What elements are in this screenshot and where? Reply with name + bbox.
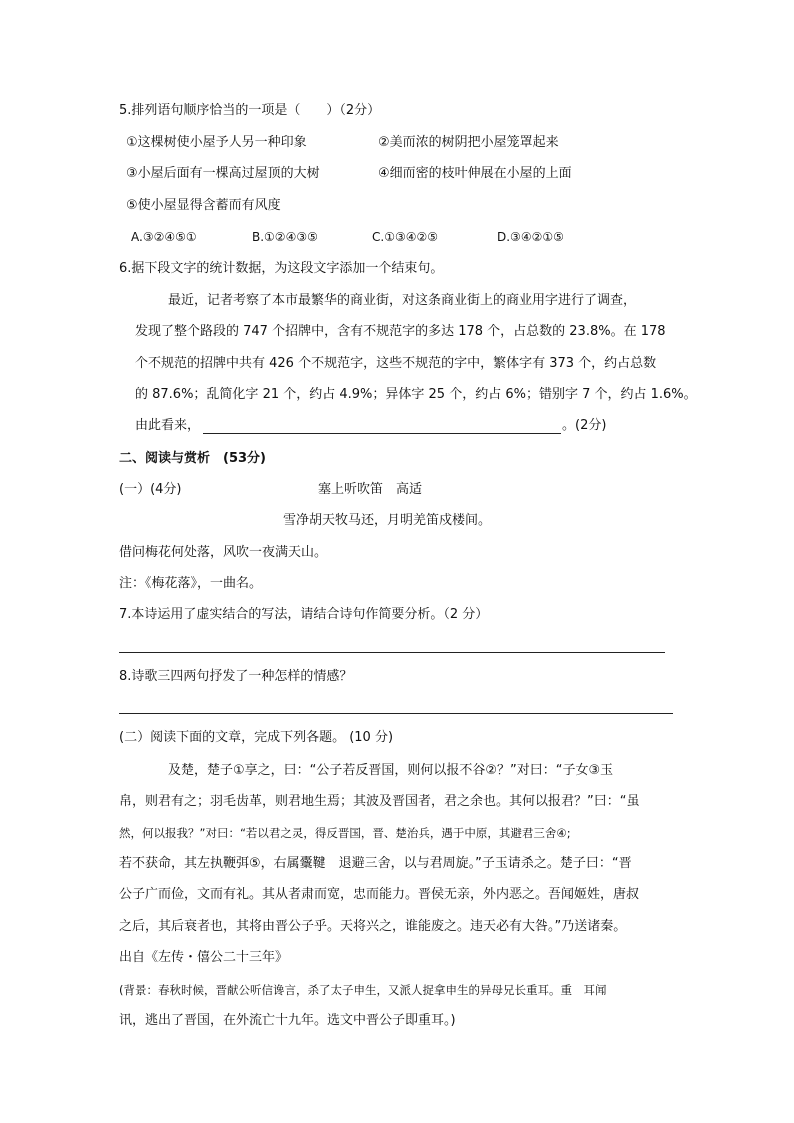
- q5-option-c: C.①③④②⑤: [372, 230, 438, 244]
- passage-line-6: 之后，其后衰者也，其将由晋公子乎。天将兴之，谁能废之。违天必有大咎。”乃送诸秦。: [119, 919, 627, 934]
- q8-stem: 8.诗歌三四两句抒发了一种怎样的情感？: [119, 669, 353, 684]
- q5-sentence-4: ④细而密的枝叶伸展在小屋的上面: [378, 166, 572, 181]
- poem-line-1: 雪净胡天牧马还，月明羌笛戍楼间。: [283, 513, 492, 528]
- poem-line-2: 借问梅花何处落，风吹一夜满天山。: [119, 545, 328, 560]
- passage-line-1: 及楚，楚子①享之，曰：“公子若反晋国，则何以报不谷②？”对曰：“子女③玉: [168, 763, 614, 778]
- q5-option-b: B.①②④③⑤: [252, 230, 318, 244]
- poem-title: 塞上听吹笛 高适: [318, 482, 423, 497]
- poem-note: 注：《梅花落》，一曲名。: [119, 576, 263, 591]
- q6-stem: 6.据下段文字的统计数据，为这段文字添加一个结束句。: [119, 261, 444, 276]
- q6-paragraph-line-1: 最近，记者考察了本市最繁华的商业街，对这条商业街上的商业用字进行了调查，: [168, 293, 637, 308]
- q5-stem: 5.排列语句顺序恰当的一项是（ ）（2分）: [119, 103, 381, 118]
- passage-line-2: 帛，则君有之；羽毛齿革，则君地生焉；其波及晋国者，君之余也。其何以报君？”曰：“虽: [119, 794, 640, 809]
- q5-sentence-2: ②美而浓的树阴把小屋笼罩起来: [378, 135, 559, 150]
- passage-background-line-2: 讯，逃出了晋国，在外流亡十九年。选文中晋公子即重耳。): [119, 1013, 456, 1028]
- q6-paragraph-line-3: 个不规范的招牌中共有 426 个不规范字，这些不规范的字中，繁体字有 373 个，约占总数: [135, 356, 657, 371]
- passage-line-5: 公子广而俭，文而有礼。其从者肃而宽，忠而能力。晋侯无亲，外内恶之。吾闻姬姓，唐叔: [119, 887, 640, 902]
- q6-answer-tail: 。(2分): [562, 418, 607, 433]
- passage-line-3: 然，何以报我？”对曰：“若以君之灵，得反晋国，晋、楚治兵，遇于中原，其避君三舍④;: [119, 826, 571, 840]
- q6-answer-blank[interactable]: [203, 433, 561, 434]
- passage-part-label: (二）阅读下面的文章，完成下列各题。 (10 分): [119, 730, 394, 745]
- q6-paragraph-line-4: 的 87.6%；乱简化字 21 个，约占 4.9%；异体字 25 个，约占 6%；错别字 7 个，约占 1.6%。: [135, 387, 697, 402]
- q6-answer-lead: 由此看来，: [135, 418, 201, 433]
- q5-option-d: D.③④②①⑤: [497, 230, 564, 244]
- passage-line-4: 若不获命，其左执鞭弭⑤，右属櫜鞬 退避三舍，以与君周旋。”子玉请杀之。楚子曰：“晋: [119, 856, 632, 871]
- q7-stem: 7.本诗运用了虚实结合的写法，请结合诗句作简要分析。（2 分）: [119, 607, 489, 622]
- section-2-heading: 二、阅读与赏析 (53分): [119, 451, 266, 466]
- q8-answer-line[interactable]: [119, 713, 673, 714]
- q5-sentence-1: ①这棵树使小屋予人另一种印象: [126, 135, 307, 150]
- q7-answer-line[interactable]: [119, 652, 665, 653]
- q5-sentence-3: ③小屋后面有一棵高过屋顶的大树: [126, 166, 320, 181]
- poem-part-label: (一）(4分): [119, 482, 182, 497]
- q5-option-a: A.③②④⑤①: [131, 230, 197, 244]
- passage-background-line-1: (背景：春秋时候，晋献公听信谗言，杀了太子申生，又派人捉拿申生的异母兄长重耳。重 耳闻: [119, 983, 607, 997]
- q6-paragraph-line-2: 发现了整个路段的 747 个招牌中，含有不规范字的多达 178 个，占总数的 23.8%。在 178: [135, 324, 666, 339]
- passage-source: 出自《左传・僖公二十三年》: [119, 950, 289, 965]
- q5-sentence-5: ⑤使小屋显得含蓄而有风度: [126, 198, 281, 213]
